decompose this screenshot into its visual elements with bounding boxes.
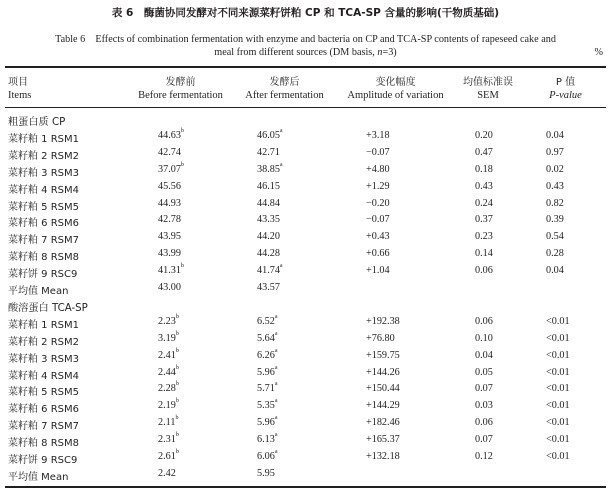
table-row [0,400,611,417]
table-row [0,434,611,451]
item-cell: 菜籽粕 3 RSM3 [8,353,80,365]
header-label-en: Before fermentation [138,90,223,101]
item-cell: 菜籽粕 5 RSM5 [8,387,80,399]
significance-letter: b [175,313,179,320]
after-cell: 5.96$^a$ [257,415,278,429]
item-cell: 菜籽饼 9 RSC9 [8,269,78,281]
before-cell: 42.74 [158,146,181,158]
amplitude-cell: −0.07 [366,214,390,226]
significance-letter: b [175,398,179,405]
amplitude-cell: +159.75 [366,349,400,361]
after-cell: 5.71$^a$ [257,381,278,395]
item-cell: 菜籽粕 1 RSM1 [8,319,80,331]
sem-cell: 0.47 [475,146,493,158]
header-cell-0 [8,73,118,101]
before-cell: 42.78 [158,214,181,226]
amplitude-cell: +76.80 [366,332,395,344]
significance-letter: a [279,127,283,134]
item-cell: 菜籽粕 7 RSM7 [8,235,80,247]
item-cell: 菜籽饼 9 RSC9 [8,455,78,466]
p-value-cell: <0.01 [546,434,570,446]
significance-letter: b [175,432,179,439]
table-row [0,231,611,248]
item-cell: 菜籽粕 6 RSM6 [8,218,80,230]
after-cell: 6.13$^a$ [257,432,278,446]
bottom-rule [5,486,606,488]
sem-cell: 0.07 [475,434,493,446]
significance-letter: a [279,263,283,270]
sem-cell: 0.04 [475,349,493,361]
before-cell: 44.93 [158,197,181,209]
after-cell: 44.20 [257,231,280,243]
after-cell: 5.35$^a$ [257,398,278,412]
amplitude-cell: +144.26 [366,366,400,378]
after-cell: 44.84 [257,197,280,209]
significance-letter: b [180,161,184,168]
p-value-cell: <0.01 [546,349,570,361]
table-row [0,330,611,350]
item-cell: 平均值 Mean [8,286,69,297]
table-row [0,313,611,333]
significance-letter: a [274,381,278,388]
item-cell: 菜籽粕 7 RSM7 [8,421,80,433]
sem-cell: 0.23 [475,231,493,243]
item-cell: 菜籽粕 4 RSM4 [8,370,80,382]
after-cell: 44.28 [257,248,280,260]
p-value-cell: 0.54 [546,231,564,243]
p-value-cell: 0.97 [546,146,564,158]
p-value-cell: <0.01 [546,451,570,462]
sem-cell: 0.05 [475,366,493,378]
table-row [0,147,611,164]
significance-letter: a [274,449,278,455]
amplitude-cell: +1.04 [366,265,390,277]
header-label-zh: 发酵后 [269,77,300,88]
sem-cell: 0.07 [475,383,493,395]
header-cell-3 [333,73,458,101]
significance-letter: b [175,364,179,371]
p-value-cell: 0.04 [546,129,564,141]
after-cell: 43.57 [257,282,280,293]
table-caption-en-line1: Table 6 Effects of combination fermentation with enzyme and bacteria on CP and TCA-SP contents of rapeseed cake and [55,34,556,45]
before-cell: 2.44$^b$ [158,364,179,378]
sem-cell: 0.24 [475,197,493,209]
sem-cell: 0.18 [475,163,493,175]
header-label-en: After fermentation [245,90,324,101]
header-label-zh: 均值标准误 [463,77,513,88]
before-cell: 2.61$^b$ [158,449,179,462]
sem-cell: 0.43 [475,180,493,192]
header-label-en: SEM [477,90,499,101]
sem-cell: 0.06 [475,265,493,277]
before-cell: 41.31$^b$ [158,263,184,277]
amplitude-cell: +132.18 [366,451,400,462]
significance-letter: b [180,127,184,134]
p-value-cell: <0.01 [546,400,570,412]
amplitude-cell: +4.80 [366,163,390,175]
significance-letter: b [180,263,184,270]
amplitude-cell: +182.46 [366,417,400,429]
sem-cell: 0.03 [475,400,493,412]
header-cell-4 [449,73,527,101]
before-cell: 2.31$^b$ [158,432,179,446]
p-value-cell: 0.28 [546,248,564,260]
after-cell: 5.96$^a$ [257,364,278,378]
p-value-cell: 0.43 [546,180,564,192]
header-label-en: P-value [549,90,582,101]
amplitude-cell: +192.38 [366,315,400,327]
sem-cell: 0.10 [475,332,493,344]
table-row [0,265,611,282]
after-cell: 46.15 [257,180,280,192]
item-cell: 菜籽粕 2 RSM2 [8,150,80,162]
table-row [0,198,611,215]
before-cell: 43.99 [158,248,181,260]
sem-cell: 0.20 [475,129,493,141]
before-cell: 43.00 [158,282,181,293]
item-cell: 菜籽粕 1 RSM1 [8,133,80,145]
table-row [0,127,611,147]
after-cell: 6.26$^a$ [257,347,278,361]
before-cell: 3.19$^b$ [158,330,179,344]
item-cell: 菜籽粕 8 RSM8 [8,438,80,450]
table-row [0,468,611,485]
header-label-zh: 项目 [8,77,28,88]
amplitude-cell: +0.66 [366,248,390,260]
after-cell: 43.35 [257,214,280,226]
after-cell: 6.52$^a$ [257,313,278,327]
header-cell-2 [232,73,337,101]
sem-cell: 0.06 [475,315,493,327]
before-cell: 43.95 [158,231,181,243]
header-rule [5,107,606,108]
before-cell: 2.11$^b$ [158,415,179,429]
amplitude-cell: +3.18 [366,129,390,141]
after-cell: 5.64$^a$ [257,330,278,344]
significance-letter: a [274,364,278,371]
item-cell: 菜籽粕 3 RSM3 [8,167,80,179]
item-cell: 平均值 Mean [8,471,69,483]
amplitude-cell: −0.07 [366,146,390,158]
p-value-cell: <0.01 [546,332,570,344]
amplitude-cell: +150.44 [366,383,400,395]
item-cell: 菜籽粕 2 RSM2 [8,336,80,348]
amplitude-cell: +0.43 [366,231,390,243]
header-cell-1 [128,73,233,101]
p-value-cell: <0.01 [546,366,570,378]
sem-cell: 0.37 [475,214,493,226]
before-cell: 37.07$^b$ [158,161,184,175]
header-label-zh: 变化幅度 [375,77,416,88]
significance-letter: a [274,347,278,354]
before-cell: 2.42 [158,467,176,479]
p-value-cell: 0.82 [546,197,564,209]
significance-letter: b [175,415,179,422]
after-cell: 5.95 [257,467,275,479]
after-cell: 38.85$^a$ [257,161,283,175]
item-cell: 菜籽粕 5 RSM5 [8,201,80,213]
after-cell: 41.74$^a$ [257,263,283,277]
table-row [0,282,611,299]
sem-cell: 0.14 [475,248,493,260]
p-value-cell: <0.01 [546,417,570,429]
significance-letter: a [279,161,283,168]
section-title: 酸溶蛋白 TCA-SP [8,302,88,314]
p-value-cell: 0.02 [546,163,564,175]
significance-letter: a [274,398,278,405]
significance-letter: a [274,313,278,320]
significance-letter: b [175,330,179,337]
sem-cell: 0.06 [475,417,493,429]
top-rule [5,66,606,68]
p-value-cell: 0.39 [546,214,564,226]
table-caption-zh: 表 6 酶菌协同发酵对不同来源菜籽饼粕 CP 和 TCA-SP 含量的影响(干物质基础) [111,7,500,19]
header-label-en: Amplitude of variation [347,90,444,101]
item-cell: 菜籽粕 8 RSM8 [8,252,80,264]
p-value-cell: <0.01 [546,383,570,395]
table-row [0,248,611,265]
table-caption-en-line2: meal from different sources (DM basis, n=3) [214,47,397,58]
significance-letter: b [175,449,179,455]
before-cell: 45.56 [158,180,181,192]
item-cell: 菜籽粕 6 RSM6 [8,404,80,416]
table-row [0,214,611,231]
header-label-zh: 发酵前 [165,77,196,88]
item-cell: 菜籽粕 4 RSM4 [8,184,80,196]
table-row [0,417,611,434]
before-cell: 2.41$^b$ [158,347,179,361]
amplitude-cell: +165.37 [366,434,400,446]
header-cell-5 [528,73,603,101]
before-cell: 44.63$^b$ [158,127,184,141]
header-label-zh: P 值 [555,77,576,88]
after-cell: 42.71 [257,146,280,158]
before-cell: 2.23$^b$ [158,313,179,327]
significance-letter: a [274,415,278,422]
before-cell: 2.28$^b$ [158,381,179,395]
p-value-cell: 0.04 [546,265,564,277]
table-row [0,347,611,367]
significance-letter: b [175,381,179,388]
table-row [0,451,611,468]
unit-label: % [594,47,603,58]
significance-letter: a [274,330,278,337]
before-cell: 2.19$^b$ [158,398,179,412]
significance-letter: b [175,347,179,354]
p-value-cell: <0.01 [546,315,570,327]
significance-letter: a [274,432,278,439]
table-row [0,383,611,400]
table-row [0,161,611,181]
table-row [0,364,611,384]
header-label-en: Items [8,90,32,101]
after-cell: 6.06$^a$ [257,449,278,462]
after-cell: 46.05$^a$ [257,127,283,141]
table-row [0,181,611,198]
amplitude-cell: +144.29 [366,400,400,412]
section-title: 粗蛋白质 CP [8,117,66,128]
amplitude-cell: −0.20 [366,197,390,209]
amplitude-cell: +1.29 [366,180,390,192]
sem-cell: 0.12 [475,451,493,462]
